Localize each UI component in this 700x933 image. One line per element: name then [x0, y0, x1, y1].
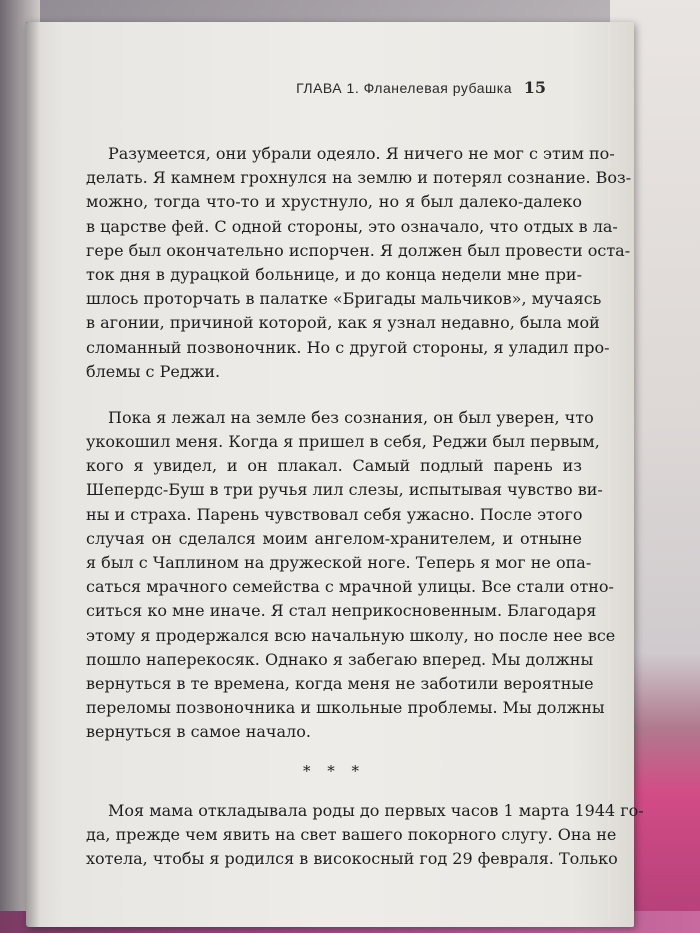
- text-line: случая он сделался моим ангелом-хранителем, и отныне: [86, 528, 582, 548]
- text-line: я был с Чаплином на дружеской ноге. Теперь я мог не опа-: [86, 553, 592, 572]
- paragraph-2: [86, 406, 616, 745]
- text-line: хотела, чтобы я родился в високосный год 29 февраля. Только: [86, 849, 618, 869]
- text-line: пошло наперекосяк. Однако я забегаю вперед. Мы должны: [86, 649, 594, 669]
- text-line: Разумеется, они убрали одеяло. Я ничего не мог с этим по-: [108, 144, 615, 163]
- page-number: 15: [523, 78, 546, 97]
- text-line: блемы с Реджи.: [86, 361, 221, 381]
- paragraph-gap: [86, 384, 582, 406]
- text-line: Шепердс-Буш в три ручья лил слезы, испытывая чувство ви-: [86, 480, 603, 500]
- paragraph-1: [86, 142, 632, 384]
- text-line: в агонии, причиной которой, как я узнал недавно, была мой: [86, 313, 600, 333]
- body-text: [86, 142, 644, 871]
- text-line: гере был окончательно испорчен. Я должен был провести остa-: [86, 240, 631, 260]
- paragraph-3: [86, 799, 644, 872]
- text-line: ны и страха. Парень чувствовал себя ужасно. После этого: [86, 504, 583, 524]
- text-line: кого я увидел, и он плакал. Самый подлый парень из: [86, 456, 582, 476]
- page-fold-shadow: [26, 22, 40, 927]
- text-line: Пока я лежал на земле без сознания, он был уверен, что: [108, 407, 594, 427]
- text-line: ток дня в дурацкой больнице, и до конца недели мне при-: [86, 264, 582, 284]
- text-line: шлось проторчать в палатке «Бригады мальчиков», мучаясь: [86, 289, 602, 309]
- book-page: [26, 22, 644, 927]
- text-line: да, прежде чем явить на свет вашего покорного слугу. Она не: [86, 824, 617, 844]
- text-line: укокошил меня. Когда я пришел в себя, Реджи был первым,: [86, 432, 600, 452]
- running-header: [26, 78, 634, 102]
- text-line: Моя мама откладывала роды до первых часов 1 марта 1944 го-: [108, 800, 644, 820]
- text-line: переломы позвоночника и школьные проблемы. Мы должны: [86, 698, 605, 718]
- text-line: этому я продержался всю начальную школу, но после нее все: [86, 625, 616, 645]
- text-line: вернуться в самое начало.: [86, 722, 311, 742]
- text-line: вернуться в те времена, когда меня не заботили вероятные: [86, 673, 594, 693]
- text-line: можно, тогда что-то и хрустнуло, но я был далеко-далеко: [86, 192, 582, 212]
- chapter-title: ГЛАВА 1. Фланелевая рубашка: [296, 80, 512, 96]
- text-line: ситься ко мне иначе. Я стал неприкосновенным. Благодаря: [86, 601, 597, 621]
- section-separator: * * *: [302, 761, 366, 780]
- text-line: сломанный позвоночник. Но с другой стороны, я уладил про-: [86, 337, 610, 357]
- text-line: саться мрачного семейства с мрачной улицы. Все стали отно-: [86, 577, 614, 597]
- text-line: делать. Я камнем грохнулся на землю и потерял сознание. Воз-: [86, 168, 632, 188]
- text-line: в царстве фей. С одной стороны, это означало, что отдых в ла-: [86, 216, 618, 236]
